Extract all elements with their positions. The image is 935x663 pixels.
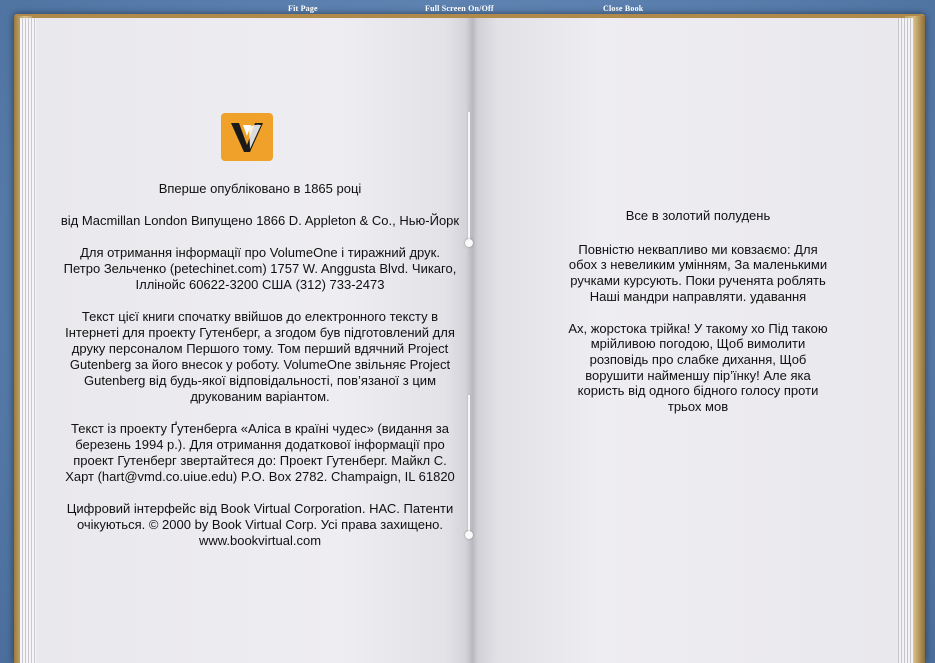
- reader-toolbar: [0, 0, 935, 20]
- gutenberg-note: Текст цієї книги спочатку ввійшов до електронного тексту в Інтернеті для проекту Гутенберг, а згодом був підготовлений для друку персоналом Першого тому. Том перший вдячний Project Gutenberg за його внесок у роботу. VolumeOne звільняє Project Gutenberg від будь-якої відповідальності, пов’язаної з цим друкованим варіантом.: [65, 309, 455, 404]
- poem-stanza: Повністю неквапливо ми ковзаємо: Для обох з невеликим умінням, За маленькими ручками курсують. Поки рученята роблять Наші мандри направляти. удавання: [568, 241, 828, 304]
- contact-info: Для отримання інформації про VolumeOne і тиражний друк. Петро Зельченко (petechinet.com) 1757 W. Anggusta Blvd. Чикаго, Іллінойс 60622-3200 США (312) 733-2473: [63, 245, 457, 292]
- binding-stitch: [465, 531, 473, 539]
- poem-title: Все в золотий полудень: [625, 208, 771, 223]
- page-stack-right: [896, 18, 914, 663]
- binding-thread: [468, 395, 470, 535]
- publisher-info: від Macmillan London Випущено 1866 D. Appleton & Co., Нью-Йорк: [60, 213, 460, 228]
- left-page-text: [60, 181, 460, 565]
- binding-thread: [468, 112, 470, 240]
- volumeone-logo-icon: [221, 113, 273, 161]
- source-note: Текст із проекту Ґутенберга «Аліса в країні чудес» (видання за березень 1994 р.). Для отримання додаткової інформації про проект Гутенберг звертайтеся до: Проект Гутенберг. Майкл С. Харт (hart@vmd.co.uiue.edu) P.O. Box 2782. Champaign, IL 61820: [65, 421, 455, 484]
- close-book-button[interactable]: Close Book: [603, 4, 644, 13]
- full-screen-toggle-button[interactable]: Full Screen On/Off: [425, 4, 494, 13]
- right-page-text: [566, 208, 830, 431]
- fit-page-button[interactable]: Fit Page: [288, 4, 318, 13]
- binding-stitch: [465, 239, 473, 247]
- publication-info: Вперше опубліковано в 1865 році: [158, 181, 362, 196]
- copyright-note: Цифровий інтерфейс від Book Virtual Corporation. НАС. Патенти очікуються. © 2000 by Book Virtual Corp. Усі права захищено. www.bookvirtual.com: [66, 501, 454, 548]
- poem-stanza: Ах, жорстока трійка! У такому хо Під такою мрійливою погодою, Щоб вимолити розповідь про слабке дихання, Щоб ворушити найменшу пір’їнку! Але яка користь від одного бідного голосу проти трьох мов: [568, 320, 828, 415]
